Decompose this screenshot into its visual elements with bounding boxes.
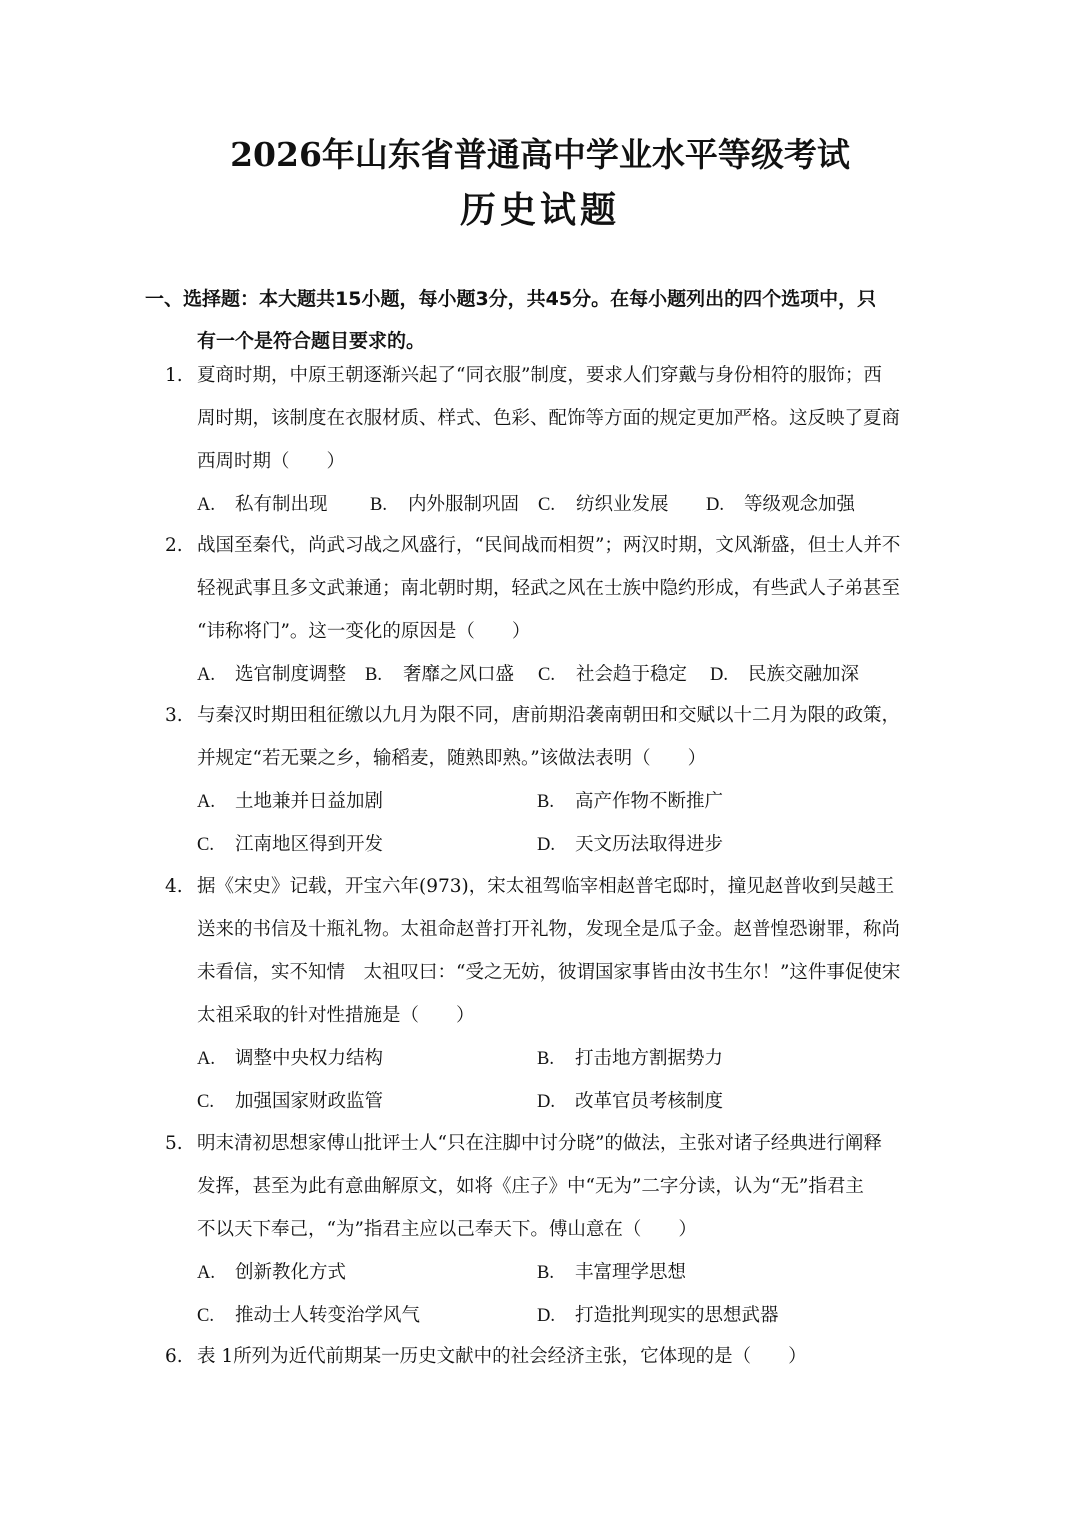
option-text: 纺织业发展 bbox=[576, 494, 669, 515]
option-letter: A. bbox=[197, 1049, 215, 1069]
option-d[interactable] bbox=[537, 823, 877, 867]
option-letter: B. bbox=[537, 792, 554, 812]
option-c[interactable] bbox=[538, 483, 688, 527]
option-letter: D. bbox=[537, 835, 555, 855]
question-number: 2. bbox=[165, 535, 183, 556]
section-instructions bbox=[145, 278, 925, 362]
question-text-line: 轻视武事且多文武兼通；南北朝时期，轻武之风在士族中隐约形成，有些武人子弟甚至 bbox=[197, 578, 901, 599]
question-text-line: 表 1所列为近代前期某一历史文献中的社会经济主张，它体现的是（ ） bbox=[197, 1346, 807, 1367]
option-text: 加强国家财政监管 bbox=[235, 1091, 384, 1112]
question-text-line: 送来的书信及十瓶礼物。太祖命赵普打开礼物，发现全是瓜子金。赵普惶恐谢罪，称尚 bbox=[197, 919, 901, 940]
option-letter: C. bbox=[197, 1306, 214, 1326]
option-d[interactable] bbox=[710, 653, 859, 697]
question-number: 4. bbox=[165, 876, 183, 897]
option-d[interactable] bbox=[706, 483, 855, 527]
option-letter: D. bbox=[537, 1306, 555, 1326]
section-line-1: 一、选择题：本大题共15小题，每小题3分，共45分。在每小题列出的四个选项中，只 bbox=[145, 288, 877, 310]
option-letter: C. bbox=[197, 835, 214, 855]
question-text-line: 发挥，甚至为此有意曲解原文，如将《庄子》中“无为”二字分读，认为“无”指君主 bbox=[197, 1176, 864, 1197]
option-b[interactable] bbox=[370, 483, 520, 527]
option-c[interactable] bbox=[197, 823, 537, 867]
question-text-line: 战国至秦代，尚武习战之风盛行，“民间战而相贺”；两汉时期，文风渐盛，但士人并不 bbox=[197, 535, 901, 556]
option-letter: B. bbox=[537, 1263, 554, 1283]
option-letter: B. bbox=[365, 665, 382, 685]
option-text: 奢靡之风口盛 bbox=[403, 664, 515, 685]
option-text: 选官制度调整 bbox=[235, 664, 347, 685]
option-text: 推动士人转变治学风气 bbox=[235, 1305, 421, 1326]
question-text-line: 太祖采取的针对性措施是（ ） bbox=[197, 1005, 475, 1026]
option-text: 高产作物不断推广 bbox=[575, 791, 724, 812]
option-text: 民族交融加深 bbox=[748, 664, 860, 685]
option-b[interactable] bbox=[365, 653, 520, 697]
option-a[interactable] bbox=[197, 653, 347, 697]
options-row bbox=[165, 823, 925, 866]
option-letter: A. bbox=[197, 792, 215, 812]
option-text: 打击地方割据势力 bbox=[575, 1048, 724, 1069]
option-a[interactable] bbox=[197, 483, 352, 527]
option-text: 土地兼并日益加剧 bbox=[235, 791, 384, 812]
option-letter: A. bbox=[197, 495, 215, 515]
options-row bbox=[165, 1251, 925, 1294]
question-text-line: 西周时期（ ） bbox=[197, 451, 346, 472]
question-number: 1. bbox=[165, 365, 183, 386]
question-text-line: 夏商时期，中原王朝逐渐兴起了“同衣服”制度，要求人们穿戴与身份相符的服饰；西 bbox=[197, 365, 882, 386]
question-text-line: 不以天下奉己，“为”指君主应以己奉天下。傅山意在（ ） bbox=[197, 1219, 697, 1240]
option-b[interactable] bbox=[537, 1037, 877, 1081]
option-b[interactable] bbox=[537, 780, 877, 824]
question-number: 5. bbox=[165, 1133, 183, 1154]
option-a[interactable] bbox=[197, 780, 537, 824]
option-letter: B. bbox=[537, 1049, 554, 1069]
options-row bbox=[165, 780, 925, 823]
exam-title: 2026年山东省普通高中学业水平等级考试 bbox=[230, 135, 850, 174]
question-number: 6. bbox=[165, 1346, 183, 1367]
options-row bbox=[165, 1294, 925, 1337]
question-number: 3. bbox=[165, 705, 183, 726]
options-row bbox=[165, 1080, 925, 1123]
option-text: 私有制出现 bbox=[235, 494, 328, 515]
question-text-line: 并规定“若无粟之乡，输稻麦，随熟即熟。”该做法表明（ ） bbox=[197, 748, 707, 769]
question-text-line: 周时期，该制度在衣服材质、样式、色彩、配饰等方面的规定更加严格。这反映了夏商 bbox=[197, 408, 901, 429]
question-text-line: 明末清初思想家傅山批评士人“只在注脚中讨分晓”的做法，主张对诸子经典进行阐释 bbox=[197, 1133, 882, 1154]
question-6 bbox=[165, 1335, 925, 1378]
option-text: 打造批判现实的思想武器 bbox=[575, 1305, 779, 1326]
option-d[interactable] bbox=[537, 1294, 877, 1338]
option-d[interactable] bbox=[537, 1080, 877, 1124]
option-text: 调整中央权力结构 bbox=[235, 1048, 384, 1069]
option-text: 改革官员考核制度 bbox=[575, 1091, 724, 1112]
options-row bbox=[165, 653, 925, 696]
option-letter: B. bbox=[370, 495, 387, 515]
question-2 bbox=[165, 524, 925, 696]
question-text-line: 与秦汉时期田租征缴以九月为限不同，唐前期沿袭南朝田和交赋以十二月为限的政策， bbox=[197, 705, 901, 726]
option-b[interactable] bbox=[537, 1251, 877, 1295]
option-text: 天文历法取得进步 bbox=[575, 834, 724, 855]
option-letter: A. bbox=[197, 665, 215, 685]
option-text: 等级观念加强 bbox=[744, 494, 856, 515]
option-letter: D. bbox=[710, 665, 728, 685]
option-text: 内外服制巩固 bbox=[408, 494, 520, 515]
question-text-line: 未看信，实不知情 太祖叹曰：“受之无妨，彼谓国家事皆由汝书生尔！”这件事促使宋 bbox=[197, 962, 901, 983]
question-text-line: 据《宋史》记载，开宝六年(973)，宋太祖驾临宰相赵普宅邸时，撞见赵普收到吴越王 bbox=[197, 876, 895, 897]
option-a[interactable] bbox=[197, 1251, 537, 1295]
section-line-2: 有一个是符合题目要求的。 bbox=[197, 330, 426, 352]
option-c[interactable] bbox=[538, 653, 692, 697]
option-text: 创新教化方式 bbox=[235, 1262, 347, 1283]
option-letter: C. bbox=[538, 495, 555, 515]
option-text: 江南地区得到开发 bbox=[235, 834, 384, 855]
question-4 bbox=[165, 865, 925, 1123]
question-5 bbox=[165, 1122, 925, 1337]
exam-subject: 历史试题 bbox=[459, 189, 620, 231]
option-text: 社会趋于稳定 bbox=[576, 664, 688, 685]
question-text-line: “讳称将门”。这一变化的原因是（ ） bbox=[197, 621, 531, 642]
option-letter: C. bbox=[197, 1092, 214, 1112]
option-letter: A. bbox=[197, 1263, 215, 1283]
option-c[interactable] bbox=[197, 1080, 537, 1124]
option-letter: D. bbox=[537, 1092, 555, 1112]
option-letter: D. bbox=[706, 495, 724, 515]
options-row bbox=[165, 1037, 925, 1080]
question-1 bbox=[165, 354, 925, 526]
option-text: 丰富理学思想 bbox=[575, 1262, 687, 1283]
option-letter: C. bbox=[538, 665, 555, 685]
option-c[interactable] bbox=[197, 1294, 537, 1338]
question-3 bbox=[165, 694, 925, 866]
options-row bbox=[165, 483, 925, 526]
option-a[interactable] bbox=[197, 1037, 537, 1081]
